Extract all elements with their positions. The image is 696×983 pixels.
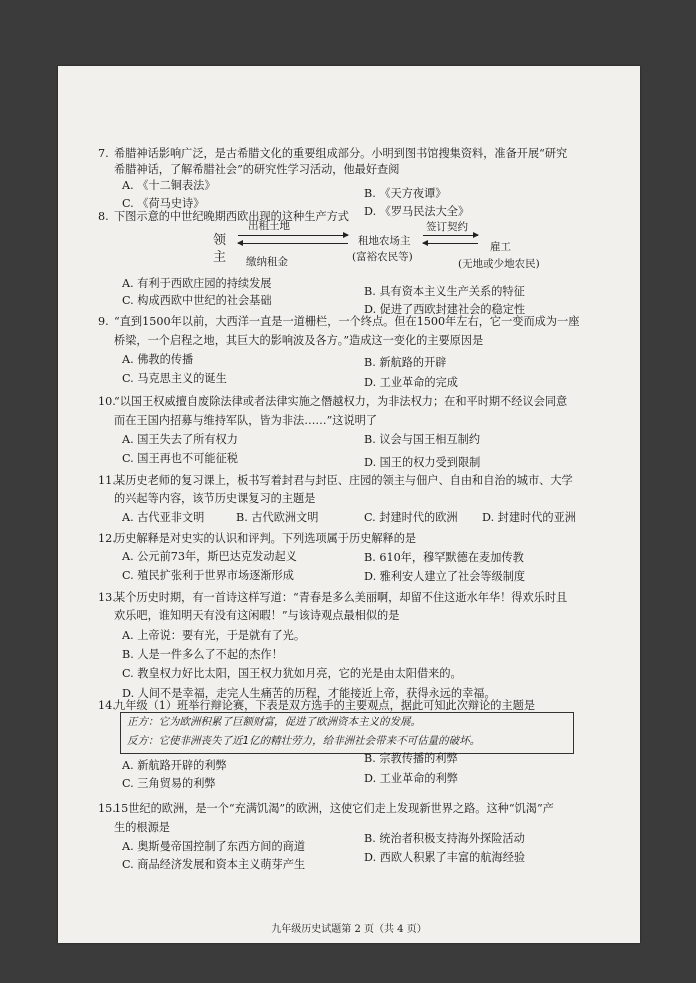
option-b: B. 人是一件多么了不起的杰作！ xyxy=(122,648,283,661)
question-number: 7. xyxy=(98,147,109,160)
question-number: 10. xyxy=(98,395,116,408)
option-a: A. 公元前73年，斯巴达克发动起义 xyxy=(122,550,297,563)
contract-label: 签订契约 xyxy=(426,221,468,233)
option-b: B. 610年，穆罕默德在麦加传教 xyxy=(364,551,524,564)
farmer-label: 租地农场主 xyxy=(358,235,411,247)
question-stem-line: 下图示意的中世纪晚期西欧出现的这种生产方式 xyxy=(114,210,349,223)
pro-argument: 正方：它为欧洲积累了巨额财富，促进了欧洲资本主义的发展。 xyxy=(127,716,421,728)
exam-page xyxy=(58,66,640,943)
question-stem-line: “直到1500年以前，大西洋一直是一道栅栏，一个终点。但在1500年左右，它一变而成为一座 xyxy=(114,315,580,328)
question-number: 12. xyxy=(98,532,116,545)
option-d: D. 工业革命的完成 xyxy=(364,376,458,389)
option-b: B. 新航路的开辟 xyxy=(364,356,447,369)
question-stem-line: 欢乐吧，谁知明天有没有这闲暇！”与该诗观点最相似的是 xyxy=(114,609,400,622)
option-a: A. 奥斯曼帝国控制了东西方间的商道 xyxy=(122,840,306,853)
option-a: A. 佛教的传播 xyxy=(122,353,194,366)
option-c: C. 教皇权力好比太阳，国王权力犹如月亮，它的光是由太阳借来的。 xyxy=(122,667,462,680)
arrow-left xyxy=(238,243,348,244)
option-a: A. 《十二铜表法》 xyxy=(122,179,216,192)
option-b: B. 议会与国王相互制约 xyxy=(364,433,481,446)
question-stem-line: 某个历史时期，有一首诗这样写道：“青春是多么美丽啊，却留不住这逝水年华！得欢乐时且 xyxy=(114,591,568,604)
arrow-right xyxy=(423,235,478,236)
option-b: B. 具有资本主义生产关系的特征 xyxy=(364,285,525,298)
question-stem-line: 某历史老师的复习课上，板书写着封君与封臣、庄园的领主与佃户、自由和自治的城市、大学 xyxy=(114,474,573,487)
option-b: B. 宗教传播的利弊 xyxy=(364,752,458,765)
option-b: B. 统治者积极支持海外探险活动 xyxy=(364,832,525,845)
question-number: 11. xyxy=(98,474,116,487)
question-stem-line: 而在王国内招募与维持军队，皆为非法……”这说明了 xyxy=(114,414,378,427)
question-stem-line: 九年级（1）班举行辩论赛，下表是双方选手的主要观点，据此可知此次辩论的主题是 xyxy=(114,699,536,712)
con-argument: 反方：它使非洲丧失了近1亿的精壮劳力，给非洲社会带来不可估量的破坏。 xyxy=(127,735,481,747)
question-stem-line: 历史解释是对史实的认识和评判。下列选项属于历史解释的是 xyxy=(114,532,417,545)
option-a: A. 古代亚非文明 xyxy=(122,511,205,524)
worker-note: (无地或少地农民) xyxy=(458,258,540,270)
question-stem-line: 桥梁，一个启程之地，其巨大的影响波及各方。”造成这一变化的主要原因是 xyxy=(114,334,484,347)
option-c: C. 商品经济发展和资本主义萌芽产生 xyxy=(122,858,306,871)
option-d: D. 雅利安人建立了社会等级制度 xyxy=(364,570,526,583)
question-stem-line: 希腊神话影响广泛，是古希腊文化的重要组成部分。小明到图书馆搜集资料，准备开展“研究 xyxy=(114,147,568,160)
option-c: C. 国王再也不可能征税 xyxy=(122,452,238,465)
option-b: B. 古代欧洲文明 xyxy=(236,511,319,524)
question-number: 8. xyxy=(98,210,109,223)
option-d: D. 人间不是幸福，走完人生痛苦的历程，才能接近上帝，获得永远的幸福。 xyxy=(122,687,496,700)
question-number: 14. xyxy=(98,699,116,712)
question-stem-line: 的兴起等内容，该节历史课复习的主题是 xyxy=(114,492,316,505)
rent-out-label: 出租土地 xyxy=(248,220,290,232)
option-d: D. 国王的权力受到限制 xyxy=(364,456,481,469)
option-a: A. 上帝说：要有光，于是就有了光。 xyxy=(122,629,306,642)
option-c: C. 构成西欧中世纪的社会基础 xyxy=(122,294,272,307)
option-d: D. 西欧人积累了丰富的航海经验 xyxy=(364,851,526,864)
page-footer: 九年级历史试题第 2 页（共 4 页） xyxy=(271,924,427,935)
question-stem-line: 希腊神话，了解希腊社会”的研究性学习活动，他最好查阅 xyxy=(114,163,400,176)
debate-table xyxy=(120,712,574,754)
option-c: C. 三角贸易的利弊 xyxy=(122,777,216,790)
arrow-left xyxy=(423,243,478,244)
option-d: D. 促进了西欧封建社会的稳定性 xyxy=(364,303,526,316)
option-a: A. 有利于西欧庄园的持续发展 xyxy=(122,277,272,290)
pay-rent-label: 缴纳租金 xyxy=(246,256,288,268)
option-d: D. 封建时代的亚洲 xyxy=(482,511,576,524)
lord-label: 领 xyxy=(213,233,227,248)
option-c: C. 马克思主义的诞生 xyxy=(122,372,227,385)
lord-label: 主 xyxy=(213,250,227,265)
question-number: 15. xyxy=(98,802,116,815)
option-a: A. 新航路开辟的利弊 xyxy=(122,759,227,772)
option-a: A. 国王失去了所有权力 xyxy=(122,433,238,446)
arrow-right xyxy=(238,235,348,236)
production-diagram xyxy=(208,215,540,275)
option-c: C. 殖民扩张利于世界市场逐渐形成 xyxy=(122,569,294,582)
option-d: D. 《罗马民法大全》 xyxy=(364,205,470,218)
question-stem-line: 15世纪的欧洲，是一个“充满饥渴”的欧洲，这使它们走上发现新世界之路。这种“饥渴”产 xyxy=(114,802,554,815)
option-c: C. 《荷马史诗》 xyxy=(122,197,205,210)
option-d: D. 工业革命的利弊 xyxy=(364,772,458,785)
question-stem-line: 生的根源是 xyxy=(114,821,170,834)
worker-label: 雇工 xyxy=(490,241,511,253)
question-stem-line: “以国王权威擅自废除法律或者法律实施之僭越权力，为非法权力；在和平时期不经议会同意 xyxy=(114,395,568,408)
question-number: 9. xyxy=(98,315,109,328)
option-c: C. 封建时代的欧洲 xyxy=(364,511,458,524)
question-number: 13. xyxy=(98,591,116,604)
option-b: B. 《天方夜谭》 xyxy=(364,187,447,200)
farmer-note: (富裕农民等) xyxy=(352,251,413,263)
